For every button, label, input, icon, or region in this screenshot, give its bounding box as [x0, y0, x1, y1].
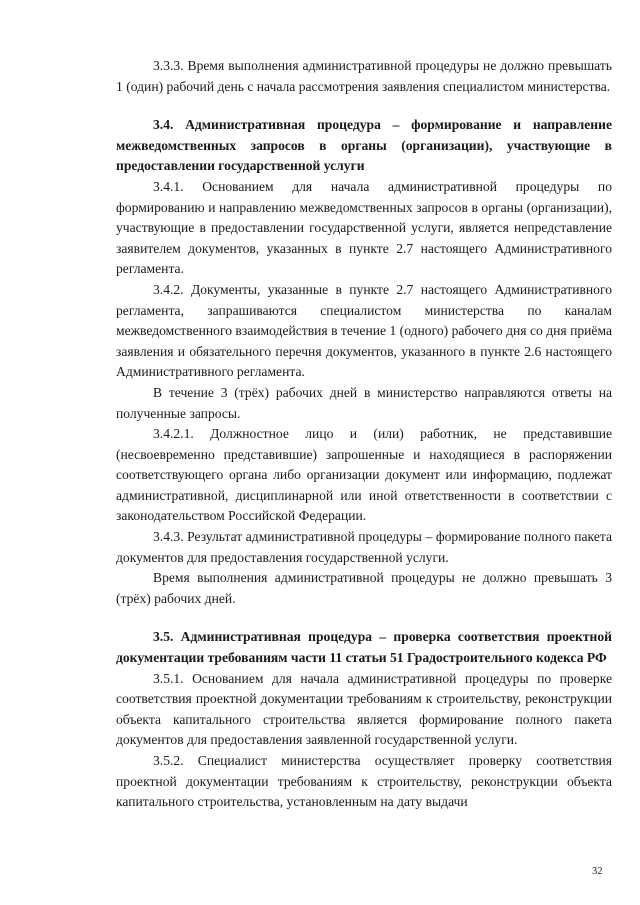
- page-number: 32: [592, 866, 603, 877]
- section-heading-3-4: 3.4. Административная процедура – формирование и направление межведомственных запросов в органы (организации), участвующие в предоставлении государственной услуги: [116, 117, 612, 174]
- paragraph-3-5-1: 3.5.1. Основанием для начала административной процедуры по проверке соответствия проектной документации требованиям к строительству, реконструкции объекта капитального строительства является формирование полного пакета документов для предоставления заявленной государственной услуги.: [116, 670, 612, 748]
- paragraph-3-4-2: 3.4.2. Документы, указанные в пункте 2.7 настоящего Административного регламента, запрашиваются специалистом министерства по каналам межведомственного взаимодействия в течение 1 (одного) рабочего дня со дня приёма заявления и обязательного перечня документов, указанного в пункте 2.6 настоящего Административного регламента.: [116, 281, 612, 380]
- paragraph-3-4-3: 3.4.3. Результат административной процедуры – формирование полного пакета документов для предоставления государственной услуги.: [116, 529, 612, 565]
- section-heading-3-5: 3.5. Административная процедура – проверка соответствия проектной документации требованиям части 11 статьи 51 Градостроительного кодекса РФ: [116, 629, 612, 666]
- paragraph-3-4-2-1: 3.4.2.1. Должностное лицо и (или) работник, не представившие (несвоевременно представившие) запрошенные и находящиеся в распоряжении соответствующего органа либо организации документ или информацию, подлежат административной, дисциплинарной или иной ответственности в соответствии с законодательством Российской Федерации.: [116, 426, 612, 524]
- paragraph-3-5-2: 3.5.2. Специалист министерства осуществляет проверку соответствия проектной документации требованиям к строительству, реконструкции объекта капитального строительства, установленным на дату выдачи: [116, 753, 612, 810]
- document-body: [116, 56, 612, 813]
- paragraph-3-4-1: 3.4.1. Основанием для начала административной процедуры по формированию и направлению межведомственных запросов в органы (организации), участвующие в предоставлении государственной услуги, является непредставление заявителем документов, указанных в пункте 2.7 настоящего Административного регламента.: [116, 178, 612, 277]
- paragraph-3-3-3: 3.3.3. Время выполнения административной процедуры не должно превышать 1 (один) рабочий день с начала рассмотрения заявления специалистом министерства.: [116, 58, 612, 94]
- paragraph-3-4-3-time: Время выполнения административной процедуры не должно превышать 3 (трёх) рабочих дней.: [116, 570, 612, 606]
- paragraph-3-4-2-responses: В течение 3 (трёх) рабочих дней в министерство направляются ответы на полученные запросы.: [116, 384, 612, 421]
